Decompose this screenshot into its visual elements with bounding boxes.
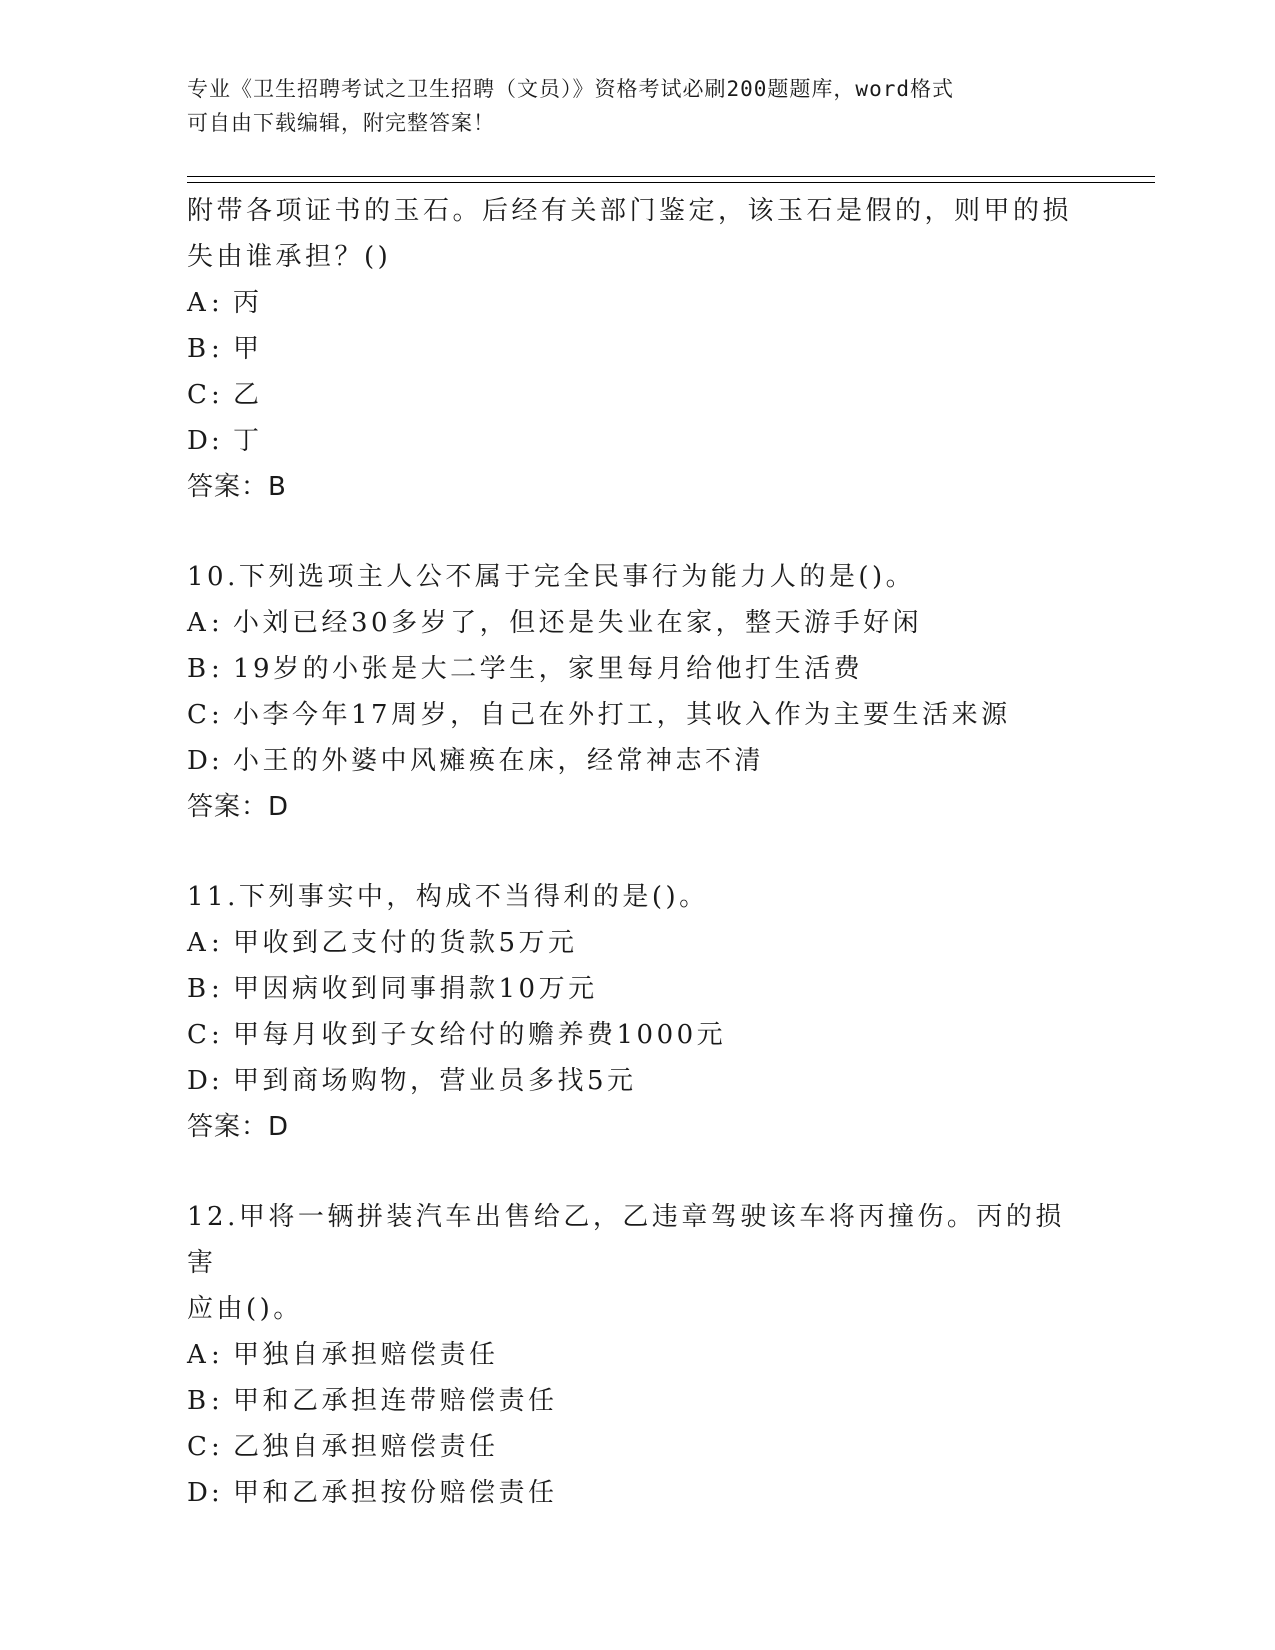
option-letter: D	[187, 426, 212, 456]
header-divider-bottom	[187, 182, 1155, 183]
option-separator: :	[211, 1432, 224, 1462]
header-divider-top	[187, 176, 1155, 177]
option-letter: A	[187, 1340, 210, 1370]
option-letter: D	[187, 746, 212, 776]
question-spacer	[187, 1150, 1087, 1194]
option-letter: C	[187, 1020, 211, 1050]
option-text: 乙	[233, 380, 263, 410]
option-d	[187, 1058, 1087, 1104]
question-stem-line: 11.下列事实中，构成不当得利的是()。	[187, 882, 709, 912]
option-c	[187, 1424, 1087, 1470]
option-separator: :	[211, 746, 224, 776]
question-spacer	[187, 830, 1087, 874]
option-letter: B	[187, 654, 210, 684]
question-stem-line: 应由()。	[187, 1294, 303, 1324]
option-b	[187, 966, 1087, 1012]
option-letter: D	[187, 1478, 212, 1508]
option-separator: :	[211, 380, 224, 410]
option-a	[187, 1332, 1087, 1378]
option-a	[187, 600, 1087, 646]
option-separator: :	[211, 1020, 224, 1050]
option-c	[187, 692, 1087, 738]
option-text: 19岁的小张是大二学生，家里每月给他打生活费	[233, 654, 864, 684]
option-b	[187, 646, 1087, 692]
option-letter: C	[187, 380, 211, 410]
option-d	[187, 738, 1087, 784]
option-separator: :	[211, 426, 224, 456]
option-letter: C	[187, 700, 211, 730]
question-spacer	[187, 510, 1087, 554]
question-stem-line: 12.甲将一辆拼装汽车出售给乙，乙违章驾驶该车将丙撞伤。丙的损害	[187, 1202, 1065, 1278]
header-line-1: 专业《卫生招聘考试之卫生招聘（文员）》资格考试必刷200题题库，word格式	[187, 77, 954, 101]
option-text: 甲和乙承担按份赔偿责任	[233, 1478, 558, 1508]
option-letter: D	[187, 1066, 212, 1096]
option-a	[187, 920, 1087, 966]
option-text: 甲	[233, 334, 263, 364]
option-d	[187, 1470, 1087, 1516]
option-separator: :	[211, 334, 224, 364]
option-a	[187, 280, 1087, 326]
option-separator: :	[211, 1386, 224, 1416]
question-block	[187, 188, 1087, 510]
option-separator: :	[211, 928, 224, 958]
option-letter: A	[187, 928, 210, 958]
option-text: 小李今年17周岁，自己在外打工，其收入作为主要生活来源	[233, 700, 1011, 730]
option-text: 甲每月收到子女给付的赡养费1000元	[233, 1020, 727, 1050]
option-text: 甲因病收到同事捐款10万元	[233, 974, 598, 1004]
option-separator: :	[211, 654, 224, 684]
question-list	[187, 188, 1087, 1516]
option-text: 丁	[233, 426, 263, 456]
option-text: 甲收到乙支付的货款5万元	[233, 928, 578, 958]
answer-label: 答案：B	[187, 472, 287, 502]
option-separator: :	[211, 288, 224, 318]
option-text: 甲和乙承担连带赔偿责任	[233, 1386, 558, 1416]
question-block	[187, 1194, 1087, 1516]
question-stem-line: 附带各项证书的玉石。后经有关部门鉴定，该玉石是假的，则甲的损	[187, 196, 1073, 226]
option-text: 甲到商场购物，营业员多找5元	[233, 1066, 637, 1096]
option-c	[187, 1012, 1087, 1058]
option-text: 小刘已经30多岁了，但还是失业在家，整天游手好闲	[233, 608, 923, 638]
option-d	[187, 418, 1087, 464]
option-separator: :	[211, 1340, 224, 1370]
option-separator: :	[211, 1066, 224, 1096]
question-block	[187, 554, 1087, 830]
question-stem-line: 失由谁承担？()	[187, 242, 392, 272]
option-letter: B	[187, 974, 210, 1004]
option-text: 丙	[233, 288, 263, 318]
option-text: 乙独自承担赔偿责任	[233, 1432, 499, 1462]
option-letter: B	[187, 334, 210, 364]
option-b	[187, 1378, 1087, 1424]
question-stem-line: 10.下列选项主人公不属于完全民事行为能力人的是()。	[187, 562, 916, 592]
option-separator: :	[211, 700, 224, 730]
answer-label: 答案：D	[187, 1112, 290, 1142]
option-c	[187, 372, 1087, 418]
document-header	[187, 72, 1067, 140]
answer-label: 答案：D	[187, 792, 290, 822]
option-separator: :	[211, 1478, 224, 1508]
option-text: 小王的外婆中风瘫痪在床，经常神志不清	[233, 746, 765, 776]
question-block	[187, 874, 1087, 1150]
option-letter: B	[187, 1386, 210, 1416]
option-separator: :	[211, 974, 224, 1004]
option-letter: A	[187, 288, 210, 318]
option-b	[187, 326, 1087, 372]
option-separator: :	[211, 608, 224, 638]
option-letter: C	[187, 1432, 211, 1462]
option-text: 甲独自承担赔偿责任	[233, 1340, 499, 1370]
option-letter: A	[187, 608, 210, 638]
header-line-2: 可自由下载编辑，附完整答案！	[187, 111, 495, 135]
